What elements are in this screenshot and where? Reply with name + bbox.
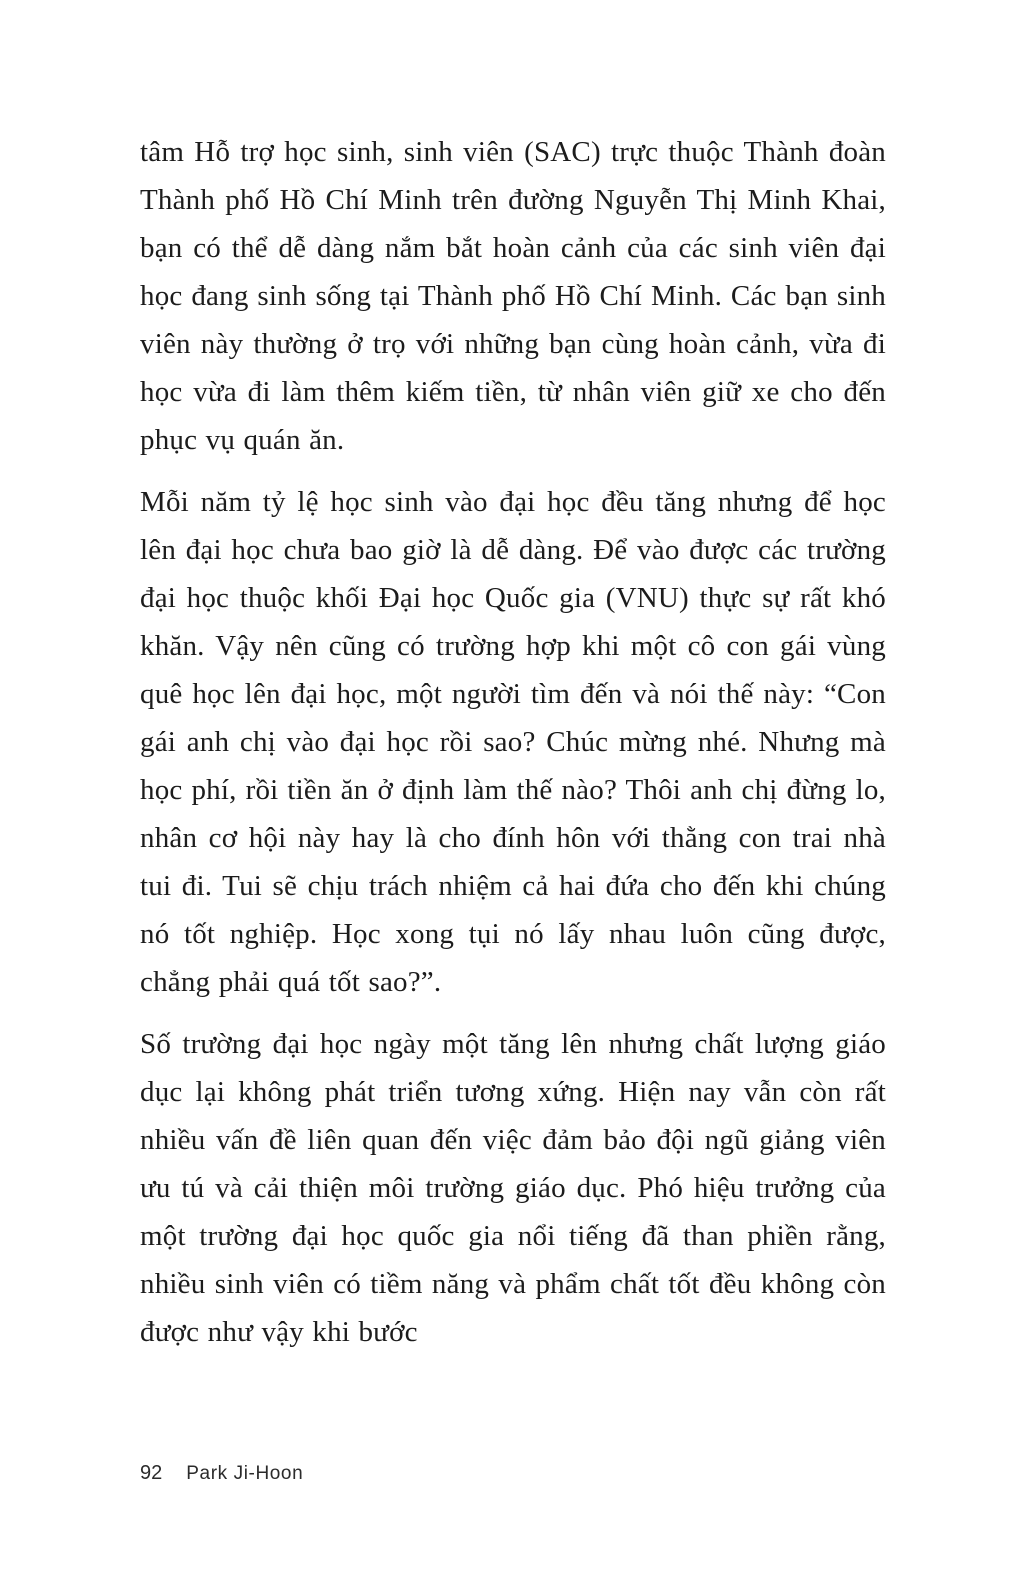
page-number: 92 <box>140 1462 163 1484</box>
page-footer <box>140 1462 303 1485</box>
body-paragraph: Mỗi năm tỷ lệ học sinh vào đại học đều tăng nhưng để học lên đại học chưa bao giờ là dễ dàng. Để vào được các trường đại học thuộc khối Đại học Quốc gia (VNU) thực sự rất khó khăn. Vậy nên cũng có trường hợp khi một cô con gái vùng quê học lên đại học, một người tìm đến và nói thế này: “Con gái anh chị vào đại học rồi sao? Chúc mừng nhé. Nhưng mà học phí, rồi tiền ăn ở định làm thế nào? Thôi anh chị đừng lo, nhân cơ hội này hay là cho đính hôn với thằng con trai nhà tui đi. Tui sẽ chịu trách nhiệm cả hai đứa cho đến khi chúng nó tốt nghiệp. Học xong tụi nó lấy nhau luôn cũng được, chẳng phải quá tốt sao?”. <box>140 486 886 998</box>
body-paragraph: tâm Hỗ trợ học sinh, sinh viên (SAC) trực thuộc Thành đoàn Thành phố Hồ Chí Minh trên đường Nguyễn Thị Minh Khai, bạn có thể dễ dàng nắm bắt hoàn cảnh của các sinh viên đại học đang sinh sống tại Thành phố Hồ Chí Minh. Các bạn sinh viên này thường ở trọ với những bạn cùng hoàn cảnh, vừa đi học vừa đi làm thêm kiếm tiền, từ nhân viên giữ xe cho đến phục vụ quán ăn. <box>140 136 886 456</box>
page-content <box>140 128 886 1370</box>
author-name: Park Ji-Hoon <box>186 1463 304 1484</box>
body-paragraph: Số trường đại học ngày một tăng lên nhưng chất lượng giáo dục lại không phát triển tương xứng. Hiện nay vẫn còn rất nhiều vấn đề liên quan đến việc đảm bảo đội ngũ giảng viên ưu tú và cải thiện môi trường giáo dục. Phó hiệu trưởng của một trường đại học quốc gia nổi tiếng đã than phiền rằng, nhiều sinh viên có tiềm năng và phẩm chất tốt đều không còn được như vậy khi bước <box>140 1028 886 1348</box>
